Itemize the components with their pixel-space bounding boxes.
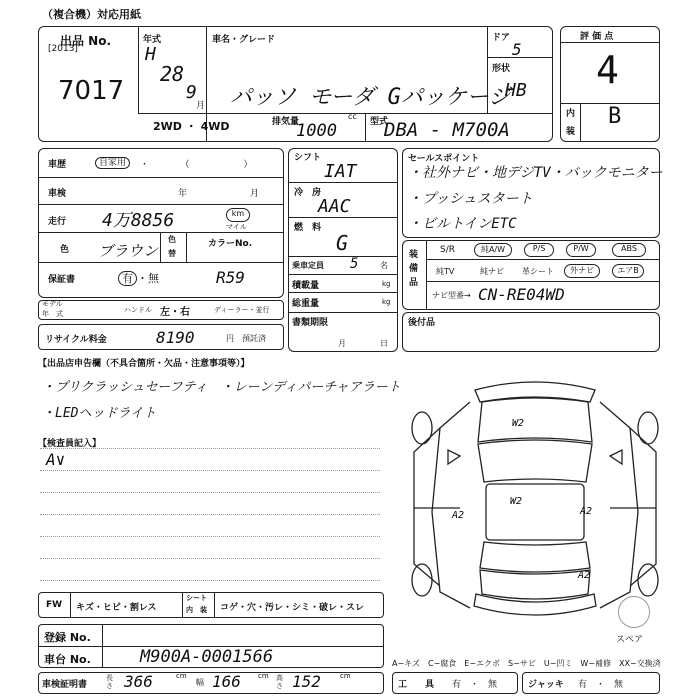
diagram-mark-3: A2	[452, 510, 465, 521]
gross-label: 総重量	[292, 299, 320, 309]
cert-label: 車検証明書	[42, 680, 88, 690]
equip-airbag: エアB	[612, 264, 644, 278]
recycle-suffix: 円 預託済	[226, 334, 266, 343]
inspection-month: 月	[250, 189, 260, 199]
fuel-value: G	[336, 231, 349, 255]
equip-ext-navi: 外ナビ	[564, 264, 600, 278]
damage-legend: A−キズ C−腐食 E−エクボ S−サビ U−凹ミ W−補修 XX−交換済	[392, 659, 661, 668]
seller-notes-line-1: ・プリクラッシュセーフティ ・レーンディパーチャアラート	[42, 380, 401, 395]
equip-tv: 純TV	[436, 267, 455, 276]
fuel-label: 燃 料	[294, 223, 322, 233]
sales-item-3: ・ビルトインETC	[408, 216, 517, 232]
interior-label-2: 装	[566, 127, 576, 137]
diagram-mark-4: A2	[580, 506, 593, 517]
lot-year-tag: [2013]	[48, 44, 78, 54]
cert-wid: 166	[212, 672, 241, 691]
capacity-label: 乗車定員	[292, 261, 324, 270]
score-value: 4	[596, 48, 619, 92]
month-value: 9	[186, 82, 197, 103]
inspection-label: 車検	[48, 189, 67, 199]
interior-value: B	[608, 104, 622, 129]
model-year-label-1: モデル	[42, 300, 63, 308]
equip-navi: 純ナビ	[480, 267, 504, 276]
color-no-label: カラーNo.	[208, 239, 253, 249]
load-label: 積載量	[292, 281, 320, 291]
history-label: 車歴	[48, 160, 67, 170]
equip-pw: P/W	[566, 243, 596, 257]
cert-len-unit: cm	[176, 672, 187, 680]
car-name-label: 車名・グレード	[212, 35, 276, 45]
cert-len: 366	[124, 672, 153, 691]
car-name-value: パッソ モーダ Gパッケージ	[230, 85, 511, 110]
year-value: 28	[160, 62, 185, 86]
equip-ps: P/S	[524, 243, 554, 257]
diagram-mark-5: A2	[578, 570, 591, 581]
displacement-label: 排気量	[272, 117, 300, 127]
seller-notes-label: 【出品店申告欄（不具合箇所・欠品・注意事項等）】	[38, 359, 250, 369]
lot-label: 出品 No.	[60, 34, 112, 48]
model-value: DBA - M700A	[384, 119, 510, 141]
dealer-label: ディーラー・並行	[214, 306, 270, 314]
spare-label: スペア	[616, 635, 644, 645]
cert-wid-unit: cm	[258, 672, 269, 680]
mileage-unit: km	[226, 208, 250, 222]
color-change-1: 色	[168, 235, 176, 244]
jack-values: 有 ・ 無	[578, 680, 624, 690]
interior-label-1: 内	[566, 109, 576, 119]
history-value: 自家用	[95, 155, 130, 168]
color-value: ブラウン	[98, 242, 159, 260]
fw-label: FW	[46, 600, 63, 610]
aircon-value: AAC	[318, 196, 351, 217]
history-rest: ・ （ ）	[140, 160, 253, 170]
seat-label-1: シート	[186, 594, 207, 602]
load-unit: kg	[382, 280, 391, 288]
equip-leather: 革シート	[522, 267, 554, 276]
recycle-label: リサイクル料金	[45, 335, 107, 345]
equip-sr: S/R	[440, 245, 455, 255]
inspector-label: 【検査員記入】	[38, 439, 102, 449]
color-change-2: 替	[168, 249, 176, 258]
mileage-value: 4万8856	[102, 210, 175, 231]
diagram-mark-2: W2	[510, 496, 523, 507]
car-damage-diagram	[400, 372, 670, 628]
mileage-unit-mile: マイル	[226, 223, 247, 231]
tools-label: 工 具	[398, 680, 435, 690]
cert-hgt-label: 高さ	[276, 674, 283, 690]
cert-hgt: 152	[292, 672, 321, 691]
cert-wid-label: 幅	[196, 678, 204, 687]
gross-unit: kg	[382, 298, 391, 306]
sales-item-2: ・プッシュスタート	[408, 191, 533, 207]
displacement-unit: cc	[348, 112, 357, 121]
jack-label: ジャッキ	[528, 680, 564, 690]
month-suffix: 月	[196, 101, 206, 111]
displacement-value: 1000	[296, 121, 337, 141]
cert-box	[38, 672, 384, 694]
navi-model-label: ナビ型番→	[432, 291, 471, 300]
shape-label: 形状	[492, 64, 511, 74]
chassis-label: 車台 No.	[44, 653, 91, 666]
condition-items: キズ・ヒビ・割レス	[76, 603, 157, 613]
retrofit-label: 後付品	[408, 318, 436, 328]
handle-label: ハンドル	[124, 306, 152, 314]
shape-value: HB	[505, 80, 527, 101]
aircon-label: 冷 房	[294, 188, 322, 198]
seat-label-2: 内 装	[186, 606, 207, 614]
handle-value: 左・右	[160, 307, 190, 318]
capacity-unit: 名	[380, 261, 388, 270]
seat-items: コゲ・穴・汚レ・シミ・破レ・スレ	[220, 603, 365, 613]
doc-deadline-month: 月	[338, 339, 346, 348]
warranty-options: 有 ・無	[118, 270, 159, 286]
sales-label: セールスポイント	[408, 154, 480, 164]
navi-model-value: CN-RE04WD	[478, 285, 565, 304]
inspector-value: A∨	[46, 450, 66, 469]
shift-value: IAT	[324, 161, 357, 182]
equip-aw: 純A/W	[474, 243, 512, 257]
cert-hgt-unit: cm	[340, 672, 351, 680]
form-subtitle: （複合機）対応用紙	[42, 8, 141, 21]
shift-label: シフト	[294, 153, 322, 163]
inspection-year: 年	[178, 189, 188, 199]
doors-label: ドア	[492, 33, 510, 43]
chassis-value: M900A-0001566	[140, 647, 274, 667]
mileage-label: 走行	[48, 217, 67, 227]
equipment-label: 装備品	[409, 250, 419, 288]
tools-values: 有 ・ 無	[452, 680, 498, 690]
retrofit-box	[402, 312, 660, 352]
equip-abs: ABS	[612, 243, 646, 257]
doc-deadline-day: 日	[380, 339, 388, 348]
diagram-mark-1: W2	[512, 418, 525, 429]
year-era: H	[145, 44, 156, 65]
recycle-value: 8190	[156, 328, 195, 347]
drive-value: 2WD ・ 4WD	[153, 120, 230, 133]
model-year-label-2: 年 式	[42, 310, 63, 318]
lot-number: 7017	[58, 76, 125, 106]
year-label: 年式	[143, 35, 162, 45]
spare-tire-circle	[618, 596, 650, 628]
score-label: 評 価 点	[580, 32, 614, 42]
seller-notes-line-2: ・LEDヘッドライト	[42, 406, 157, 421]
cert-len-label: 長さ	[106, 674, 113, 690]
registration-label: 登録 No.	[44, 631, 91, 644]
doors-value: 5	[512, 40, 522, 59]
capacity-value: 5	[350, 256, 359, 272]
color-no-value: R59	[216, 268, 245, 287]
warranty-label: 保証書	[48, 275, 76, 285]
sales-item-1: ・社外ナビ・地デジTV・バックモニター	[408, 165, 663, 181]
doc-deadline-label: 書類期限	[292, 318, 329, 328]
model-label: 型式	[370, 117, 389, 127]
color-label: 色	[60, 245, 70, 255]
